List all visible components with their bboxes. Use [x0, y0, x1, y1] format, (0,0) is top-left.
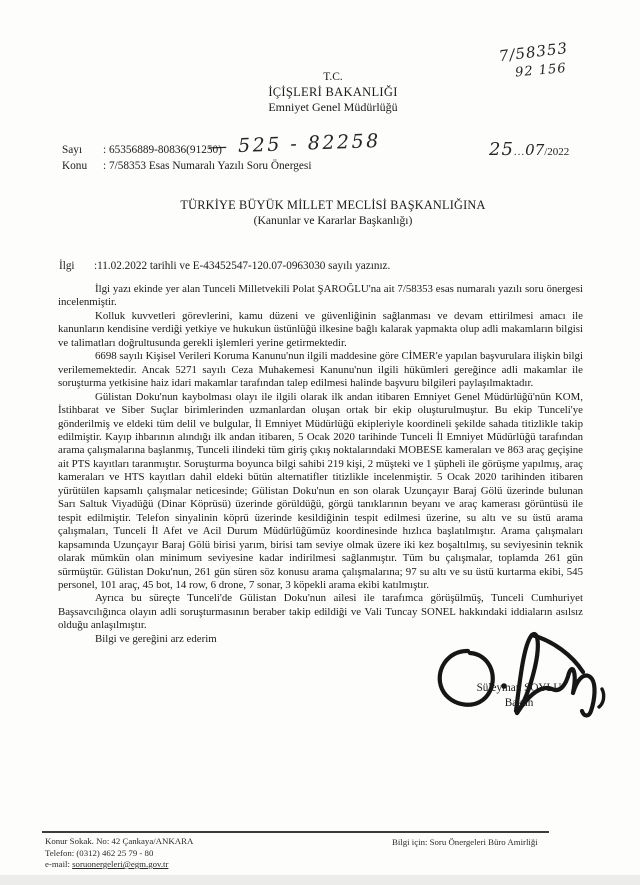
- body-paragraph: Ayrıca bu süreçte Tunceli'de Gülistan Doku'nun ailesi ile tarafımca görüşülmüş, Tunceli Cumhuriyet Başsavcılığınca olayın adli soruşturmasının beraber takip edildiği ve Vali Tuncay SONEL hakkındaki iddiaların asılsız olduğu anlaşılmıştır.: [58, 592, 583, 632]
- date-day: 25: [489, 139, 514, 160]
- footer-divider: [42, 831, 549, 833]
- body-paragraph: 6698 sayılı Kişisel Verileri Koruma Kanunu'nun ilgili maddesine göre CİMER'e yapılan başvurulara ilişkin bilgi verilememektedir. Ancak 5271 sayılı Ceza Muhakemesi Kanunu'nun ilgili hükümleri gereğince adli makamlar ile soruşturma yetkisine haiz idari makamlar tarafından talep edilmesi halinde başvuru bilgileri paylaşılmaktadır.: [58, 350, 583, 390]
- handwritten-date: [489, 139, 569, 160]
- letter-body: [58, 283, 583, 646]
- recipient-block: [13, 197, 640, 229]
- recipient-subtitle: (Kanunlar ve Kararlar Başkanlığı): [253, 214, 413, 227]
- signer-name: Süleyman SOYLU: [476, 682, 562, 694]
- body-paragraph: İlgi yazı ekinde yer alan Tunceli Milletvekili Polat ŞAROĞLU'na ait 7/58353 esas numaralı yazılı soru önergesi incelenmiştir.: [58, 283, 583, 309]
- recipient-title: TÜRKİYE BÜYÜK MİLLET MECLİSİ BAŞKANLIĞINA: [180, 198, 486, 212]
- signer-title: Bakan: [504, 697, 534, 709]
- footer-email: soruonergeleri@egm.gov.tr: [72, 859, 169, 869]
- handwritten-sayi-number: — 525 - 82258: [207, 129, 382, 159]
- konu-row: [62, 158, 311, 174]
- date-dots: ...: [513, 146, 526, 158]
- footer-email-row: [45, 859, 193, 871]
- sayi-value: : 65356889-80836(91250): [103, 144, 222, 156]
- letterhead: [13, 70, 640, 115]
- footer-info: Bilgi için: Soru Önergeleri Büro Amirliği: [392, 837, 538, 847]
- letterhead-tc: T.C.: [323, 71, 343, 83]
- reference-line: [59, 260, 390, 272]
- konu-value: : 7/58353 Esas Numaralı Yazılı Soru Önergesi: [103, 160, 312, 172]
- konu-label: Konu: [62, 160, 88, 172]
- footer-email-label: e-mail:: [45, 859, 73, 869]
- reference-label: İlgi: [59, 260, 75, 272]
- footer-contact: [45, 836, 193, 871]
- footer-phone: Telefon: (0312) 462 25 79 - 80: [45, 847, 154, 858]
- signature-block: [428, 681, 610, 711]
- date-year: /2022: [544, 146, 570, 158]
- date-month: 07: [525, 141, 545, 159]
- scan-edge-shadow: [0, 875, 640, 885]
- letterhead-department: Emniyet Genel Müdürlüğü: [268, 100, 398, 114]
- reference-value: :11.02.2022 tarihli ve E-43452547-120.07-0963030 sayılı yazınız.: [94, 260, 391, 272]
- body-paragraph: Kolluk kuvvetleri görevlerini, kamu düzeni ve güvenliğinin sağlanması ve devam ettirilmesi amacı ile kanunların kendisine verdiği yetkiye ve hukukun üstünlüğü ilkesine bağlı kalarak yapmakta olup adli makamların bilgisi ve talimatları doğrultusunda gerekli işlemleri yerine getirmektedir.: [58, 309, 583, 349]
- body-paragraph: Gülistan Doku'nun kaybolması olayı ile ilgili olarak ilk andan itibaren Emniyet Genel Müdürlüğü'nün KOM, İstihbarat ve Siber Suçlar birimlerinden uzmanlardan oluşan ortak bir ekip oluşturulmuştur. Bu ekip Tunceli'ye gönderilmiş ve eldeki tüm delil ve bulgular, İl Emniyet Müdürlüğü ekipleriyle koordineli şekilde sahada titizlikle takip edilmiştir. Kayıp ihbarının alındığı ilk andan itibaren, 5 Ocak 2020 tarihinde Tunceli İl Emniyet Müdürlüğü tarafından arama çalışmalarına başlanmış, Tunceli ilindeki tüm giriş çıkış noktalarındaki MOBESE kameraları ve 863 araç geçişine ait PTS kayıtları taranmıştır. Soruşturma boyunca bilgi sahibi 219 kişi, 2 müşteki ve 1 şüpheli ile görüşme yapılmış, araç kameraları ve HTS kayıtları dahil eldeki bütün alternatifler titizlikle incelenmiştir. 5 Ocak 2020 tarihinden itibaren yürütülen kapsamlı çalışmalar neticesinde; Gülistan Doku'nun en son olarak Uzunçayır Baraj Gölü üzerinde bulunan Sarı Saltuk Viyadüğü (Dinar Köprüsü) üzerinde görüldüğü, görgü tanıklarının beyanı ve araç kamerası görüntüsü ile tespit edilmiştir. Telefon sinyalinin köprü üzerinde kesildiğinin tespit edilmesi üzerine, su altı ve su üstü arama çalışmaları, Tunceli İl Afet ve Acil Durum Müdürlüğümüz koordinesinde hızlıca başlatılmıştır. Arama çalışmaları kapsamında Uzunçayır Baraj Gölü birisi yarım, birisi tam seviye olmak üzere iki kez boşaltılmış, su seviyesinin teknik olarak mümkün olan minimum seviyesine kadar indirilmesi sağlanmıştır. Tüm bu çalışmalar, toplamda 261 gün sürmüştür. Gülistan Doku'nun, 261 gün süren söz konusu arama çalışmalarına; 97 su altı ve su üstü kurtarma ekibi, 545 personel, 101 araç, 45 bot, 14 row, 6 drone, 7 sonar, 3 köpekli arama ekibi katılmıştır.: [58, 390, 583, 591]
- handwritten-registry-number: 92 156: [514, 61, 568, 81]
- handwritten-case-number: 7/58353: [497, 38, 569, 66]
- closing-line: Bilgi ve gereğini arz ederim: [95, 632, 217, 645]
- sayi-label: Sayı: [62, 144, 83, 156]
- footer-address: Konur Sokak. No: 42 Çankaya/ANKARA: [45, 836, 194, 846]
- letterhead-ministry: İÇİŞLERİ BAKANLIĞI: [268, 85, 398, 99]
